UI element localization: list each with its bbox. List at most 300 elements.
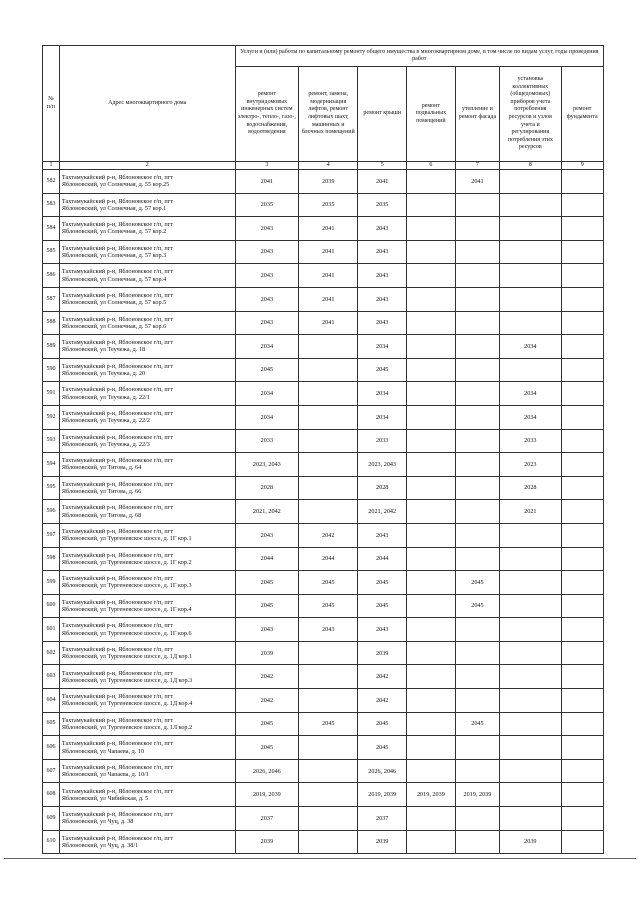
address-cell (59, 712, 235, 736)
year-cell-col-4 (299, 689, 358, 713)
address-line-2: Яблоновский, ул Солнечная, д. 57 кор.3 (61, 252, 167, 260)
address-line-1: Тахтамукайский р-н, Яблоновское г/п, пгт (61, 598, 173, 606)
year-cell-col-4: 2043 (299, 618, 358, 642)
year-cell-col-5: 2045 (358, 712, 407, 736)
year-cell-col-6 (407, 335, 456, 359)
year-cell-col-9 (561, 264, 603, 288)
year-cell-col-9 (561, 641, 603, 665)
year-cell-col-7 (455, 453, 499, 477)
year-cell-col-8 (500, 807, 561, 831)
year-cell-col-5: 2021, 2042 (358, 500, 407, 524)
address-line-2: Яблоновский, ул Солнечная, д. 57 кор.6 (61, 322, 167, 330)
year-cell-col-9 (561, 240, 603, 264)
address-line-1: Тахтамукайский р-н, Яблоновское г/п, пгт (61, 787, 173, 795)
row-number: 604 (43, 689, 60, 713)
address-line-2: Яблоновский, ул Титова, д. 66 (61, 488, 142, 496)
year-cell-col-7 (455, 217, 499, 241)
address-line-1: Тахтамукайский р-н, Яблоновское г/п, пгт (61, 693, 173, 701)
year-cell-col-9 (561, 335, 603, 359)
address-line-2: Яблоновский, ул Тургеневское шоссе, д. 1Д кор.4 (61, 700, 193, 708)
year-cell-col-8 (500, 264, 561, 288)
year-cell-col-3: 2039 (235, 641, 299, 665)
year-cell-col-6 (407, 358, 456, 382)
table-row (43, 618, 604, 642)
year-cell-col-3: 2037 (235, 807, 299, 831)
address-line-1: Тахтамукайский р-н, Яблоновское г/п, пгт (61, 480, 173, 488)
address-cell (59, 571, 235, 595)
year-cell-col-7 (455, 665, 499, 689)
year-cell-col-9 (561, 783, 603, 807)
year-cell-col-7 (455, 547, 499, 571)
year-cell-col-3: 2043 (235, 217, 299, 241)
year-cell-col-7: 2041 (455, 170, 499, 194)
row-number: 606 (43, 736, 60, 760)
address-cell (59, 641, 235, 665)
index-1: 1 (43, 162, 60, 170)
address-line-1: Тахтамукайский р-н, Яблоновское г/п, пгт (61, 811, 173, 819)
table-row (43, 358, 604, 382)
year-cell-col-3: 2043 (235, 618, 299, 642)
year-cell-col-4 (299, 665, 358, 689)
address-line-1: Тахтамукайский р-н, Яблоновское г/п, пгт (61, 645, 173, 653)
year-cell-col-6 (407, 736, 456, 760)
year-cell-col-3: 2043 (235, 311, 299, 335)
year-cell-col-4: 2035 (299, 193, 358, 217)
row-number: 599 (43, 571, 60, 595)
address-cell (59, 807, 235, 831)
year-cell-col-5: 2019, 2039 (358, 783, 407, 807)
address-line-2: Яблоновский, ул Теучежа, д. 22/1 (61, 393, 150, 401)
year-cell-col-4 (299, 476, 358, 500)
year-cell-col-8 (500, 571, 561, 595)
address-cell (59, 264, 235, 288)
year-cell-col-9 (561, 453, 603, 477)
year-cell-col-7 (455, 287, 499, 311)
row-number: 590 (43, 358, 60, 382)
address-line-1: Тахтамукайский р-н, Яблоновское г/п, пгт (61, 268, 173, 276)
year-cell-col-9 (561, 830, 603, 854)
year-cell-col-3: 2028 (235, 476, 299, 500)
year-cell-col-4 (299, 830, 358, 854)
year-cell-col-8 (500, 217, 561, 241)
year-cell-col-8: 2034 (500, 382, 561, 406)
year-cell-col-9 (561, 382, 603, 406)
address-line-2: Яблоновский, ул Тургеневское шоссе, д. 1Л кор.2 (61, 723, 193, 731)
header-col-8: установка коллективных (общедомовых) приборов учета потребления ресурсов и узлов учета и регулирования потребления этих ресурсов (500, 67, 561, 162)
year-cell-col-3: 2043 (235, 240, 299, 264)
year-cell-col-5: 2041 (358, 170, 407, 194)
year-cell-col-4 (299, 429, 358, 453)
year-cell-col-6 (407, 712, 456, 736)
year-cell-col-8 (500, 547, 561, 571)
document-sheet (42, 45, 604, 854)
address-line-1: Тахтамукайский р-н, Яблоновское г/п, пгт (61, 315, 173, 323)
year-cell-col-9 (561, 358, 603, 382)
table-row (43, 382, 604, 406)
address-cell (59, 547, 235, 571)
header-col-6: ремонт подвальных помещений (407, 67, 456, 162)
year-cell-col-8 (500, 287, 561, 311)
address-line-1: Тахтамукайский р-н, Яблоновское г/п, пгт (61, 669, 173, 677)
address-line-1: Тахтамукайский р-н, Яблоновское г/п, пгт (61, 457, 173, 465)
year-cell-col-5: 2045 (358, 358, 407, 382)
address-cell (59, 429, 235, 453)
row-number: 583 (43, 193, 60, 217)
year-cell-col-4: 2041 (299, 264, 358, 288)
year-cell-col-9 (561, 712, 603, 736)
year-cell-col-6 (407, 500, 456, 524)
address-line-1: Тахтамукайский р-н, Яблоновское г/п, пгт (61, 244, 173, 252)
year-cell-col-6 (407, 264, 456, 288)
year-cell-col-7 (455, 476, 499, 500)
year-cell-col-4 (299, 453, 358, 477)
year-cell-col-9 (561, 217, 603, 241)
header-col-3: ремонт внутридомовых инженерных систем электро-, тепло-, газо-, водоснабжения, водоотведения (235, 67, 299, 162)
year-cell-col-6 (407, 759, 456, 783)
year-cell-col-9 (561, 807, 603, 831)
year-cell-col-6: 2019, 2039 (407, 783, 456, 807)
year-cell-col-9 (561, 193, 603, 217)
year-cell-col-8: 2023 (500, 453, 561, 477)
table-row (43, 453, 604, 477)
address-line-2: Яблоновский, ул Солнечная, д. 57 кор.4 (61, 275, 167, 283)
year-cell-col-4: 2045 (299, 712, 358, 736)
table-row (43, 217, 604, 241)
year-cell-col-8 (500, 240, 561, 264)
year-cell-col-5: 2043 (358, 618, 407, 642)
year-cell-col-5: 2045 (358, 736, 407, 760)
year-cell-col-3: 2043 (235, 287, 299, 311)
table-row (43, 830, 604, 854)
table-row (43, 641, 604, 665)
address-line-2: Яблоновский, ул Тургеневское шоссе, д. 1Г кор.4 (61, 605, 192, 613)
year-cell-col-5: 2033 (358, 429, 407, 453)
year-cell-col-5: 2043 (358, 264, 407, 288)
table-row (43, 736, 604, 760)
year-cell-col-5: 2045 (358, 571, 407, 595)
address-line-1: Тахтамукайский р-н, Яблоновское г/п, пгт (61, 716, 173, 724)
index-5: 5 (358, 162, 407, 170)
address-cell (59, 618, 235, 642)
row-number: 591 (43, 382, 60, 406)
row-number: 592 (43, 405, 60, 429)
address-line-2: Яблоновский, ул Тургеневское шоссе, д. 1Г кор.6 (61, 629, 192, 637)
year-cell-col-4 (299, 736, 358, 760)
address-line-1: Тахтамукайский р-н, Яблоновское г/п, пгт (61, 622, 173, 630)
row-number: 594 (43, 453, 60, 477)
year-cell-col-8: 2034 (500, 405, 561, 429)
year-cell-col-8 (500, 712, 561, 736)
table-row (43, 193, 604, 217)
table-row (43, 807, 604, 831)
year-cell-col-3: 2042 (235, 689, 299, 713)
year-cell-col-6 (407, 547, 456, 571)
table-row (43, 405, 604, 429)
table-row (43, 287, 604, 311)
year-cell-col-6 (407, 689, 456, 713)
year-cell-col-4 (299, 382, 358, 406)
address-line-2: Яблоновский, ул Солнечная, д. 57 кор.1 (61, 204, 167, 212)
row-number: 602 (43, 641, 60, 665)
year-cell-col-8 (500, 311, 561, 335)
table-row (43, 429, 604, 453)
year-cell-col-3: 2034 (235, 382, 299, 406)
index-3: 3 (235, 162, 299, 170)
address-cell (59, 523, 235, 547)
year-cell-col-3: 2034 (235, 405, 299, 429)
table-row (43, 783, 604, 807)
year-cell-col-7 (455, 641, 499, 665)
year-cell-col-5: 2034 (358, 382, 407, 406)
year-cell-col-6 (407, 641, 456, 665)
address-cell (59, 830, 235, 854)
year-cell-col-5: 2043 (358, 240, 407, 264)
year-cell-col-9 (561, 759, 603, 783)
year-cell-col-7: 2019, 2039 (455, 783, 499, 807)
year-cell-col-7 (455, 759, 499, 783)
year-cell-col-6 (407, 523, 456, 547)
year-cell-col-9 (561, 689, 603, 713)
year-cell-col-7 (455, 500, 499, 524)
address-line-2: Яблоновский, ул Тургеневское шоссе, д. 1Г кор.3 (61, 582, 192, 590)
year-cell-col-9 (561, 736, 603, 760)
year-cell-col-3: 2041 (235, 170, 299, 194)
row-number: 597 (43, 523, 60, 547)
year-cell-col-4 (299, 500, 358, 524)
address-cell (59, 193, 235, 217)
header-col-7: утепление и ремонт фасада (455, 67, 499, 162)
table-row (43, 665, 604, 689)
year-cell-col-5: 2023, 2043 (358, 453, 407, 477)
address-cell (59, 759, 235, 783)
year-cell-col-3: 2039 (235, 830, 299, 854)
row-number: 603 (43, 665, 60, 689)
year-cell-col-8 (500, 641, 561, 665)
year-cell-col-9 (561, 476, 603, 500)
address-cell (59, 405, 235, 429)
row-number: 582 (43, 170, 60, 194)
year-cell-col-3: 2044 (235, 547, 299, 571)
header-col-5: ремонт крыши (358, 67, 407, 162)
address-line-1: Тахтамукайский р-н, Яблоновское г/п, пгт (61, 763, 173, 771)
year-cell-col-9 (561, 311, 603, 335)
year-cell-col-6 (407, 571, 456, 595)
year-cell-col-5: 2039 (358, 641, 407, 665)
year-cell-col-4 (299, 807, 358, 831)
year-cell-col-6 (407, 429, 456, 453)
table-row (43, 712, 604, 736)
address-line-1: Тахтамукайский р-н, Яблоновское г/п, пгт (61, 174, 173, 182)
year-cell-col-4 (299, 405, 358, 429)
year-cell-col-5: 2042 (358, 665, 407, 689)
year-cell-col-6 (407, 453, 456, 477)
row-number: 607 (43, 759, 60, 783)
year-cell-col-7 (455, 358, 499, 382)
table-row (43, 335, 604, 359)
address-line-2: Яблоновский, ул Солнечная, д. 55 кор.25 (61, 181, 170, 189)
year-cell-col-7 (455, 523, 499, 547)
header-address: Адрес многоквартирного дома (59, 46, 235, 162)
year-cell-col-9 (561, 429, 603, 453)
year-cell-col-4 (299, 759, 358, 783)
address-line-2: Яблоновский, ул Теучежа, д. 22/2 (61, 417, 150, 425)
year-cell-col-3: 2043 (235, 523, 299, 547)
address-line-2: Яблоновский, ул Титова, д. 64 (61, 464, 142, 472)
header-services-group: Услуги и (или) работы по капитальному ремонту общего имущества в многоквартирном доме, в том числе по видам услуг, годы проведения работ (235, 46, 603, 67)
row-number: 596 (43, 500, 60, 524)
year-cell-col-9 (561, 287, 603, 311)
row-number: 593 (43, 429, 60, 453)
table-row (43, 547, 604, 571)
row-number: 609 (43, 807, 60, 831)
year-cell-col-6 (407, 170, 456, 194)
year-cell-col-4: 2045 (299, 571, 358, 595)
address-line-1: Тахтамукайский р-н, Яблоновское г/п, пгт (61, 386, 173, 394)
year-cell-col-7 (455, 311, 499, 335)
table-body (43, 170, 604, 854)
year-cell-col-8: 2033 (500, 429, 561, 453)
year-cell-col-4: 2041 (299, 240, 358, 264)
year-cell-col-5: 2028 (358, 476, 407, 500)
table-row (43, 523, 604, 547)
year-cell-col-8 (500, 736, 561, 760)
row-number: 585 (43, 240, 60, 264)
year-cell-col-9 (561, 665, 603, 689)
year-cell-col-4 (299, 358, 358, 382)
year-cell-col-6 (407, 382, 456, 406)
year-cell-col-8 (500, 689, 561, 713)
index-8: 8 (500, 162, 561, 170)
address-line-1: Тахтамукайский р-н, Яблоновское г/п, пгт (61, 339, 173, 347)
year-cell-col-5: 2026, 2046 (358, 759, 407, 783)
row-number: 608 (43, 783, 60, 807)
address-cell (59, 170, 235, 194)
year-cell-col-7 (455, 405, 499, 429)
year-cell-col-5: 2037 (358, 807, 407, 831)
address-line-1: Тахтамукайский р-н, Яблоновское г/п, пгт (61, 433, 173, 441)
address-line-2: Яблоновский, ул Теучежа, д. 18 (61, 346, 146, 354)
year-cell-col-9 (561, 500, 603, 524)
address-line-1: Тахтамукайский р-н, Яблоновское г/п, пгт (61, 221, 173, 229)
row-number: 586 (43, 264, 60, 288)
year-cell-col-7 (455, 193, 499, 217)
address-cell (59, 500, 235, 524)
address-cell (59, 382, 235, 406)
year-cell-col-7: 2045 (455, 712, 499, 736)
row-number: 610 (43, 830, 60, 854)
year-cell-col-7 (455, 429, 499, 453)
address-cell (59, 335, 235, 359)
table-row (43, 240, 604, 264)
year-cell-col-5: 2039 (358, 830, 407, 854)
year-cell-col-5: 2043 (358, 523, 407, 547)
year-cell-col-9 (561, 571, 603, 595)
address-cell (59, 217, 235, 241)
year-cell-col-9 (561, 594, 603, 618)
address-line-1: Тахтамукайский р-н, Яблоновское г/п, пгт (61, 197, 173, 205)
header-col-9: ремонт фундамента (561, 67, 603, 162)
address-line-2: Яблоновский, ул Тургеневское шоссе, д. 1Д кор.3 (61, 676, 193, 684)
row-number: 598 (43, 547, 60, 571)
address-line-2: Яблоновский, ул Солнечная, д. 57 кор.2 (61, 228, 167, 236)
year-cell-col-3: 2045 (235, 571, 299, 595)
year-cell-col-7 (455, 335, 499, 359)
year-cell-col-9 (561, 547, 603, 571)
year-cell-col-8 (500, 358, 561, 382)
year-cell-col-6 (407, 830, 456, 854)
year-cell-col-6 (407, 240, 456, 264)
table-row (43, 759, 604, 783)
year-cell-col-3: 2045 (235, 736, 299, 760)
address-line-2: Яблоновский, ул Тургеневское шоссе, д. 1Г кор.2 (61, 558, 192, 566)
year-cell-col-8: 2034 (500, 335, 561, 359)
year-cell-col-6 (407, 476, 456, 500)
year-cell-col-3: 2042 (235, 665, 299, 689)
address-line-2: Яблоновский, ул Солнечная, д. 57 кор.5 (61, 299, 167, 307)
address-cell (59, 287, 235, 311)
address-line-2: Яблоновский, ул Чапаева, д. 10 (61, 747, 145, 755)
year-cell-col-8: 2039 (500, 830, 561, 854)
capital-repair-table (42, 45, 604, 854)
index-6: 6 (407, 162, 456, 170)
year-cell-col-8 (500, 759, 561, 783)
address-line-2: Яблоновский, ул Тургеневское шоссе, д. 1Г кор.1 (61, 535, 192, 543)
year-cell-col-4: 2045 (299, 594, 358, 618)
index-7: 7 (455, 162, 499, 170)
row-number: 595 (43, 476, 60, 500)
row-number: 587 (43, 287, 60, 311)
year-cell-col-6 (407, 405, 456, 429)
year-cell-col-5: 2043 (358, 287, 407, 311)
address-line-2: Яблоновский, ул Чибийская, д. 5 (61, 794, 149, 802)
address-cell (59, 453, 235, 477)
year-cell-col-6 (407, 193, 456, 217)
index-9: 9 (561, 162, 603, 170)
year-cell-col-3: 2043 (235, 264, 299, 288)
year-cell-col-3: 2045 (235, 712, 299, 736)
address-line-1: Тахтамукайский р-н, Яблоновское г/п, пгт (61, 575, 173, 583)
address-cell (59, 689, 235, 713)
row-number: 584 (43, 217, 60, 241)
year-cell-col-7 (455, 618, 499, 642)
year-cell-col-6 (407, 287, 456, 311)
year-cell-col-5: 2043 (358, 217, 407, 241)
year-cell-col-3: 2045 (235, 594, 299, 618)
address-line-1: Тахтамукайский р-н, Яблоновское г/п, пгт (61, 528, 173, 535)
year-cell-col-8 (500, 618, 561, 642)
address-line-1: Тахтамукайский р-н, Яблоновское г/п, пгт (61, 834, 173, 842)
year-cell-col-7 (455, 736, 499, 760)
year-cell-col-5: 2034 (358, 335, 407, 359)
year-cell-col-6 (407, 665, 456, 689)
year-cell-col-3: 2019, 2039 (235, 783, 299, 807)
row-number: 600 (43, 594, 60, 618)
year-cell-col-3: 2026, 2046 (235, 759, 299, 783)
year-cell-col-7 (455, 807, 499, 831)
year-cell-col-4 (299, 335, 358, 359)
year-cell-col-4: 2042 (299, 523, 358, 547)
year-cell-col-3: 2035 (235, 193, 299, 217)
row-number: 605 (43, 712, 60, 736)
address-cell (59, 783, 235, 807)
table-row (43, 594, 604, 618)
year-cell-col-7 (455, 689, 499, 713)
year-cell-col-4: 2039 (299, 170, 358, 194)
year-cell-col-8 (500, 523, 561, 547)
year-cell-col-8: 2021 (500, 500, 561, 524)
address-line-1: Тахтамукайский р-н, Яблоновское г/п, пгт (61, 410, 173, 418)
year-cell-col-5: 2034 (358, 405, 407, 429)
